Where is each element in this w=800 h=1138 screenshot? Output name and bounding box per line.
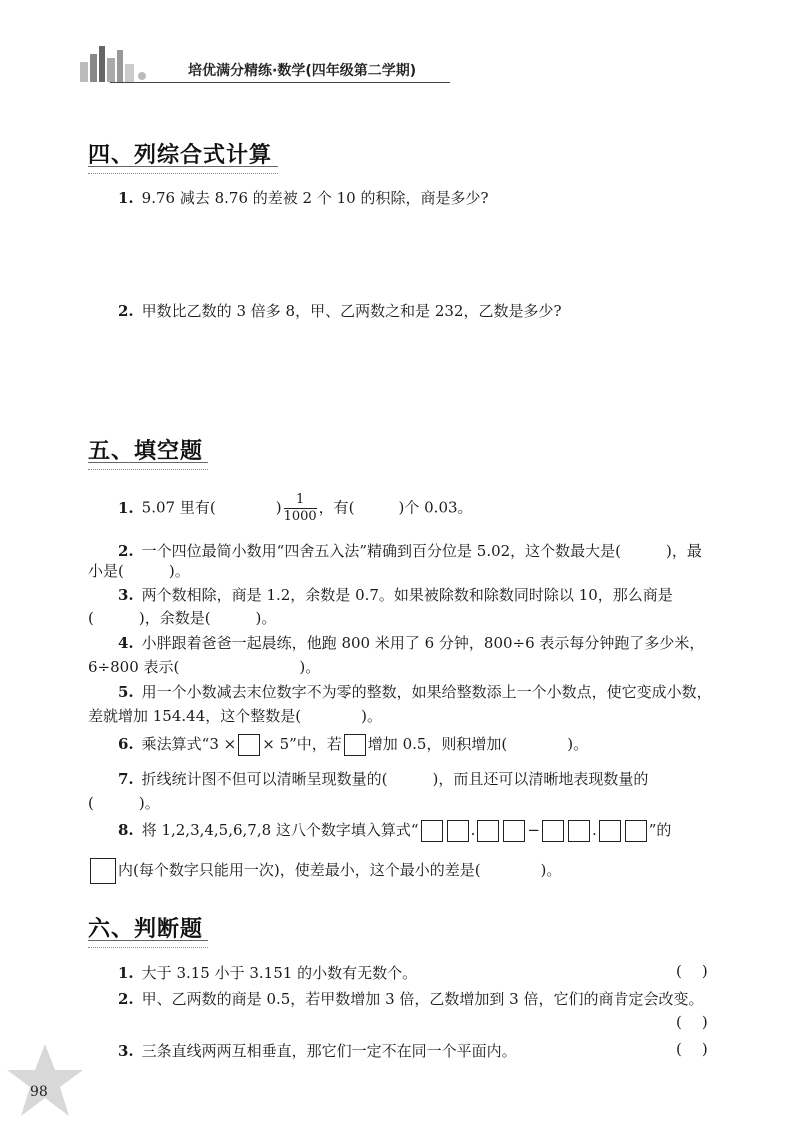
q6-text-c: 增加 0.5，则积增加( )。 [367,735,589,753]
decimal-point: . [470,821,476,839]
question-number: 3. [118,586,134,604]
question-number: 3. [118,1042,134,1060]
question-text: 内(每个数字只能用一次)，使差最小，这个最小的差是( )。 [118,861,562,879]
q1-text-a: 5.07 里有( [141,498,216,517]
answer-paren-1[interactable]: () [676,962,728,980]
question-text: 一个四位最简小数用“四舍五入法”精确到百分位是 5.02，这个数最大是( )，最 [141,542,702,560]
section-underline-6 [88,940,208,948]
s5-question-3-cont: ( )，余数是( )。 [88,609,277,627]
s5-question-4-cont: 6÷800 表示( )。 [88,658,321,676]
answer-paren-2[interactable]: () [676,1013,728,1031]
answer-box[interactable] [447,820,469,842]
s6-question-1 [118,962,417,984]
s5-question-8-cont [88,858,561,884]
s5-question-7 [118,768,648,790]
decimal-point: . [591,821,597,839]
q6-text-b: × 5”中，若 [262,735,342,753]
header-rule [110,82,450,83]
q6-text-a: 乘法算式“3 × [141,735,237,753]
q1-text-b: ) [275,498,282,517]
question-number: 7. [118,770,134,788]
question-number: 4. [118,634,134,652]
s4-question-1 [118,187,489,209]
question-text: 甲、乙两数的商是 0.5，若甲数增加 3 倍，乙数增加到 3 倍，它们的商肯定会改变。 [141,990,704,1008]
s5-question-2-cont: 小是( )。 [88,562,190,580]
s5-question-2 [118,540,702,562]
s5-question-7-cont: ( )。 [88,794,160,812]
section-underline-4 [88,166,278,174]
answer-paren-3[interactable]: () [676,1040,728,1058]
s5-question-8 [118,819,671,842]
question-number: 1. [118,964,134,982]
question-text: 三条直线两两互相垂直，那它们一定不在同一个平面内。 [141,1042,517,1060]
s5-question-6 [118,733,588,756]
s6-question-2 [118,988,703,1010]
question-text: 9.76 减去 8.76 的差被 2 个 10 的积除，商是多少? [141,189,489,207]
answer-box[interactable] [599,820,621,842]
page-number: 98 [30,1084,48,1100]
s5-question-5 [118,681,712,703]
q8-text-end: ”的 [648,821,672,839]
question-number: 6. [118,735,134,753]
q8-text-a: 将 1,2,3,4,5,6,7,8 这八个数字填入算式“ [141,821,419,839]
s6-question-3 [118,1040,517,1062]
question-number: 5. [118,683,134,701]
question-text: 两个数相除，商是 1.2，余数是 0.7。如果被除数和除数同时除以 10，那么商是 [141,586,673,604]
section-title-4: 四、列综合式计算 [88,143,273,168]
q1-text-c: ，有( [318,498,355,517]
fraction-numerator: 1 [295,492,305,507]
s5-question-4 [118,632,704,654]
header-title: 培优满分精练·数学(四年级第二学期) [188,63,417,79]
answer-box[interactable] [421,820,443,842]
running-header [70,40,470,84]
section-underline-5 [88,462,208,470]
minus-sign: − [527,821,540,839]
question-text: 小胖跟着爸爸一起晨练，他跑 800 米用了 6 分钟，800÷6 表示每分钟跑了多少米， [141,634,705,652]
fraction-denominator: 1000 [283,509,317,524]
question-text: 大于 3.15 小于 3.151 的小数有无数个。 [141,964,418,982]
answer-box-example [90,858,116,884]
answer-box[interactable] [568,820,590,842]
question-number: 8. [118,821,134,839]
buildings-logo-icon [70,40,180,84]
star-icon [5,1040,85,1120]
question-number: 2. [118,990,134,1008]
section-title-5: 五、填空题 [88,439,204,464]
s5-question-5-cont: 差就增加 154.44，这个整数是( )。 [88,707,382,725]
question-number: 2. [118,302,134,320]
answer-box[interactable] [503,820,525,842]
answer-box[interactable] [238,734,260,756]
answer-box[interactable] [344,734,366,756]
question-text: 折线统计图不但可以清晰呈现数量的( )，而且还可以清晰地表现数量的 [141,770,649,788]
s4-question-2 [118,300,562,322]
q1-text-d: )个 0.03。 [398,498,473,517]
s5-question-1 [118,492,473,525]
answer-box[interactable] [542,820,564,842]
answer-box[interactable] [625,820,647,842]
question-number: 2. [118,542,134,560]
question-number: 1. [118,498,134,517]
question-text: 用一个小数减去末位数字不为零的整数，如果给整数添上一个小数点，使它变成小数， [141,683,712,701]
question-text: 甲数比乙数的 3 倍多 8，甲、乙两数之和是 232，乙数是多少? [141,302,562,320]
fraction [284,492,317,525]
section-title-6: 六、判断题 [88,917,204,942]
answer-box[interactable] [477,820,499,842]
s5-question-3 [118,584,673,606]
question-number: 1. [118,189,134,207]
